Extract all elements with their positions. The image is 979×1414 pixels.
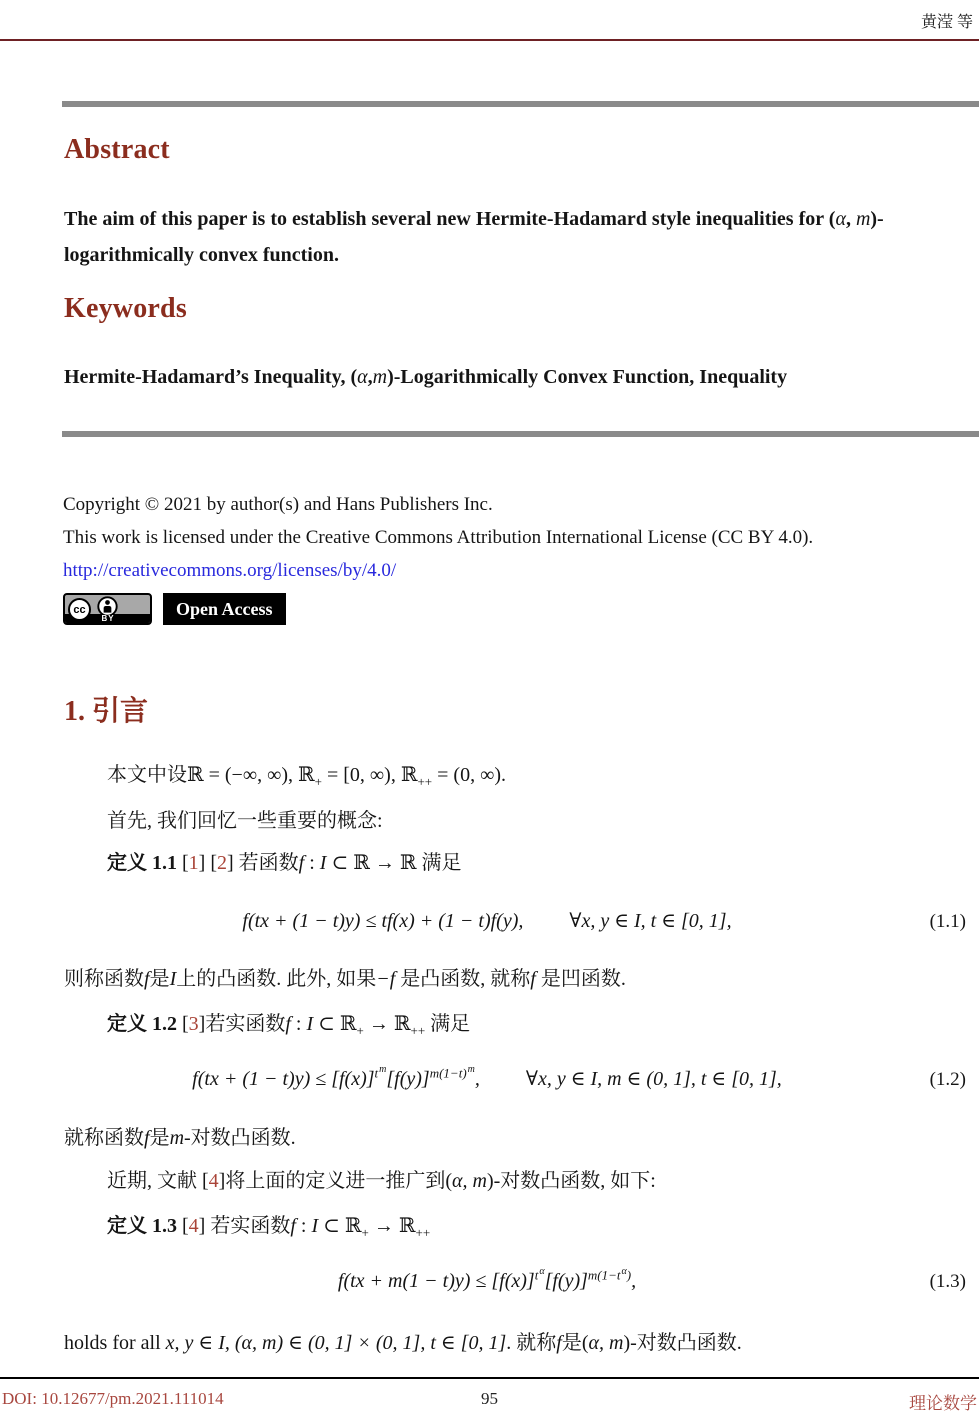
equation-1-3 bbox=[64, 1266, 966, 1293]
equation-1-1 bbox=[64, 908, 966, 933]
page-number: 95 bbox=[481, 1389, 498, 1408]
copyright-line-2: This work is licensed under the Creative Commons Attribution International License (CC BY 4.0). bbox=[63, 527, 814, 548]
copyright-block bbox=[63, 488, 813, 587]
equation-1-1-number: (1.1) bbox=[929, 911, 966, 932]
journal-name: 理论数学 bbox=[909, 1394, 977, 1413]
cc-by-label: BY bbox=[101, 614, 115, 623]
definition-1-3: 定义 1.3 [4] 若实函数f : I ⊂ ℝ$_+$ → ℝ$_{++}$ bbox=[107, 1215, 431, 1240]
equation-1-2-body: $f(tx + (1 - t)y) \le [f(x)]^{tm}[f(y)]^{m(1-t)m}$, ∀x, y ∈ I, m ∈ (0, 1], t ∈ [0, 1], bbox=[192, 1064, 782, 1090]
keywords-heading: Keywords bbox=[64, 293, 187, 324]
header-rule bbox=[0, 39, 979, 41]
citation-link[interactable]: 4 bbox=[208, 1170, 219, 1192]
keywords-divider-bottom bbox=[62, 431, 979, 437]
cc-icon: cc bbox=[68, 598, 91, 621]
equation-1-2 bbox=[64, 1066, 966, 1091]
definition-1-2: 定义 1.2 [3]若实函数f : I ⊂ ℝ$_+$ → ℝ$_{++}$ 满足 bbox=[107, 1013, 471, 1038]
equation-1-1-body: f(tx + (1 − t)y) ≤ tf(x) + (1 − t)f(y), ∀x, y ∈ I, t ∈ [0, 1], bbox=[242, 910, 732, 932]
open-access-badge[interactable] bbox=[163, 593, 286, 625]
paragraph-recall-concepts: 首先, 我们回忆一些重要的概念: bbox=[107, 810, 383, 832]
cc-by-badge[interactable] bbox=[63, 593, 152, 625]
citation-link[interactable]: 3 bbox=[188, 1013, 199, 1035]
page-footer bbox=[2, 1389, 977, 1414]
abstract-heading: Abstract bbox=[64, 134, 170, 165]
open-access-label: Open Access bbox=[176, 598, 273, 619]
doi-text: DOI: 10.12677/pm.2021.111014 bbox=[2, 1389, 224, 1408]
introduction-heading: 1. 引言 bbox=[64, 696, 149, 727]
paragraph-m-log-convex: 就称函数f是m-对数凸函数. bbox=[64, 1127, 296, 1149]
equation-1-2-number: (1.2) bbox=[929, 1069, 966, 1090]
abstract-divider-top bbox=[62, 101, 979, 107]
paragraph-recent-literature: 近期, 文献 [4]将上面的定义进一推广到(α, m)-对数凸函数, 如下: bbox=[107, 1170, 656, 1192]
paragraph-holds-for-all: holds for all x, y ∈ I, (α, m) ∈ (0, 1] × (0, 1], t ∈ [0, 1]. 就称f是(α, m)-对数凸函数. bbox=[64, 1332, 742, 1354]
paragraph-convex-explanation: 则称函数f是I上的凸函数. 此外, 如果−f 是凸函数, 就称f 是凹函数. bbox=[64, 968, 626, 990]
abstract-text: The aim of this paper is to establish several new Hermite-Hadamard style inequalities for (α, m)-logarithmically convex function. bbox=[64, 208, 884, 266]
keywords-text: Hermite-Hadamard’s Inequality, (α,m)-Logarithmically Convex Function, Inequality bbox=[64, 366, 788, 388]
citation-link[interactable]: 4 bbox=[188, 1215, 199, 1237]
equation-1-3-number: (1.3) bbox=[929, 1271, 966, 1292]
copyright-line-1: Copyright © 2021 by author(s) and Hans Publishers Inc. bbox=[63, 494, 493, 515]
citation-link[interactable]: 2 bbox=[217, 852, 227, 874]
equation-1-3-body: $f(tx + m(1 - t)y) \le [f(x)]^{t\alpha}[f(y)]^{m(1-t\alpha)}$, bbox=[337, 1266, 637, 1292]
badges-row bbox=[63, 593, 286, 625]
running-head-author: 黄滢 等 bbox=[920, 14, 973, 31]
definition-1-1: 定义 1.1 [1] [2] 若函数f : I ⊂ ℝ → ℝ 满足 bbox=[107, 852, 462, 874]
citation-link[interactable]: 1 bbox=[188, 852, 199, 874]
footer-rule bbox=[0, 1377, 979, 1379]
license-link[interactable]: http://creativecommons.org/licenses/by/4.0/ bbox=[63, 560, 397, 581]
paragraph-set-notation: 本文中设ℝ = (−∞, ∞), ℝ$_+$ = [0, ∞), ℝ$_{++}$ = (0, ∞). bbox=[107, 764, 506, 789]
